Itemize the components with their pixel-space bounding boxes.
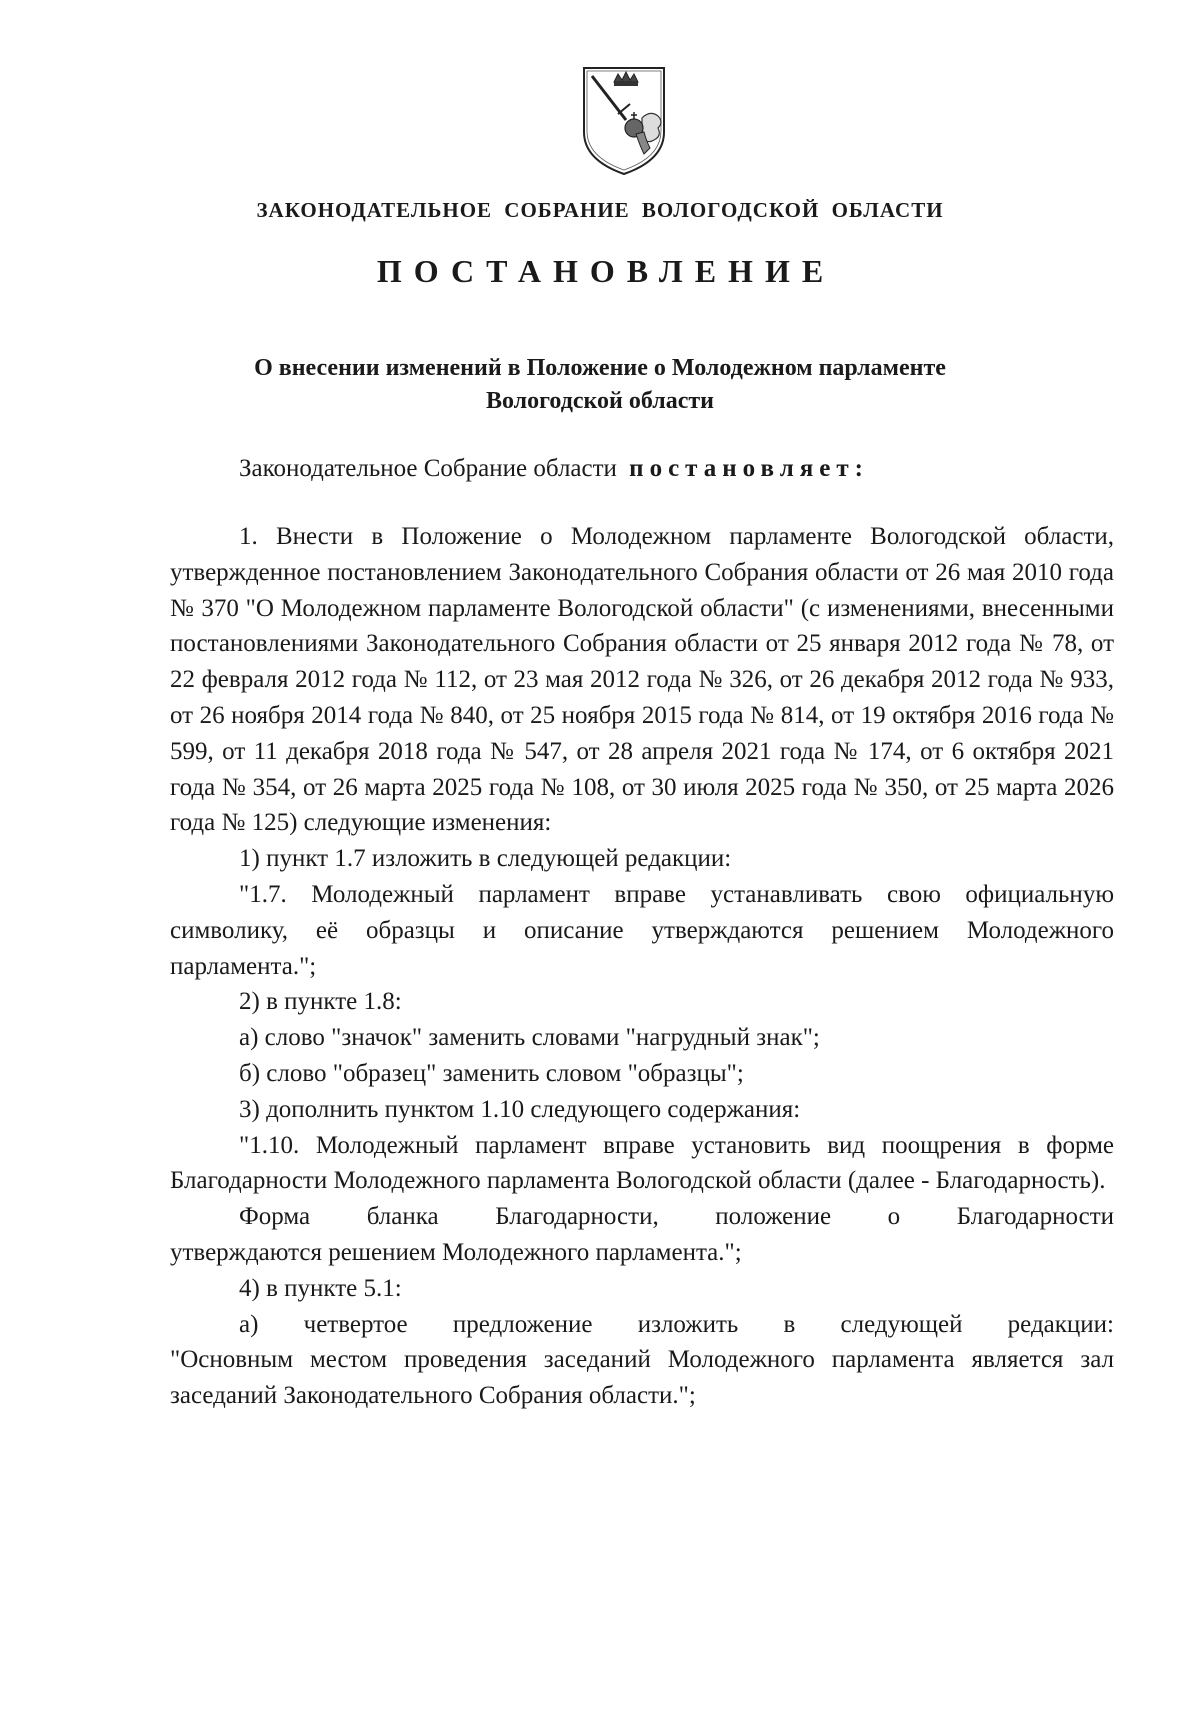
paragraph-11-line-2: "Основным местом проведения заседаний Молодежного парламента является зал заседаний Законодательного Собрания области."; xyxy=(170,1346,1114,1410)
preamble-text: Законодательное Собрание области xyxy=(239,455,617,482)
document-body xyxy=(170,519,1114,1414)
paragraph-6: б) слово "образец" заменить словом "образцы"; xyxy=(239,1059,744,1087)
paragraph-10: 4) в пункте 5.1: xyxy=(239,1274,402,1302)
document-title xyxy=(0,352,1200,418)
document-title-line-2: Вологодской области xyxy=(485,388,715,414)
paragraph-1: 1. Внести в Положение о Молодежном парламенте Вологодской области, утвержденное постановлением Законодательного Собрания области от 26 мая 2010 года № 370 "О Молодежном парламенте Вологодской области" (с изменениями, внесенными постановлениями Законодательного Собрания области от 25 января 2012 года № 78, от 22 февраля 2012 года № 112, от 23 мая 2012 года № 326, от 26 декабря 2012 года № 933, от 26 ноября 2014 года № 840, от 25 ноября 2015 года № 814, от 19 октября 2016 года № 599, от 11 декабря 2018 года № 547, от 28 апреля 2021 года № 174, от 6 октября 2021 года № 354, от 26 марта 2025 года № 108, от 30 июля 2025 года № 350, от 25 марта 2026 года № 125) следующие изменения: xyxy=(170,523,1114,837)
paragraph-4: 2) в пункте 1.8: xyxy=(239,988,402,1016)
paragraph-7: 3) дополнить пунктом 1.10 следующего содержания: xyxy=(239,1095,801,1123)
document-type-heading: ПОСТАНОВЛЕНИЕ xyxy=(376,253,836,289)
paragraph-11-line-1: а) четвертое предложение изложить в следующей редакции: xyxy=(239,1310,1114,1338)
paragraph-5: а) слово "значок" заменить словами "нагрудный знак"; xyxy=(239,1024,820,1052)
vologda-coat-of-arms-emblem xyxy=(578,62,670,177)
paragraph-9-line-2: утверждаются решением Молодежного парламента."; xyxy=(170,1238,742,1266)
paragraph-3: "1.7. Молодежный парламент вправе устанавливать свою официальную символику, её образцы и описание утверждаются решением Молодежного парламента."; xyxy=(170,880,1114,980)
paragraph-2: 1) пункт 1.7 изложить в следующей редакции: xyxy=(239,845,732,873)
preamble-decision: постановляет: xyxy=(629,455,869,482)
paragraph-9-line-1: Форма бланка Благодарности, положение о Благодарности xyxy=(239,1203,1114,1231)
paragraph-8: "1.10. Молодежный парламент вправе установить вид поощрения в форме Благодарности Молодежного парламента Вологодской области (далее - Благодарность). xyxy=(170,1131,1114,1195)
organization-name: ЗАКОНОДАТЕЛЬНОЕ СОБРАНИЕ ВОЛОГОДСКОЙ ОБЛАСТИ xyxy=(256,198,944,222)
document-title-line-1: О внесении изменений в Положение о Молодежном парламенте xyxy=(254,355,946,381)
preamble xyxy=(239,452,1119,485)
